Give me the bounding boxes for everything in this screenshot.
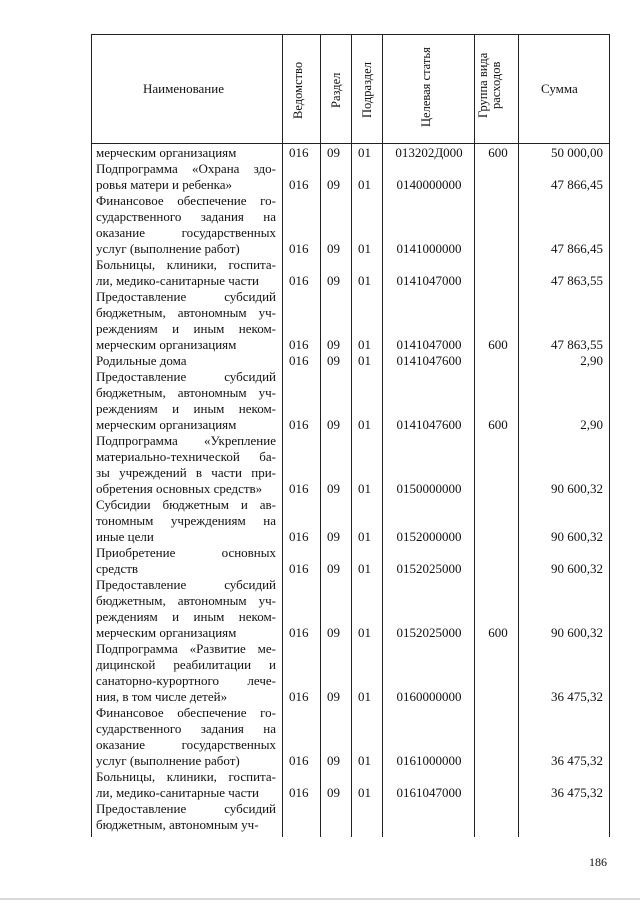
cell-razdel: 09 (327, 753, 340, 768)
table-row (0, 257, 640, 289)
table-row (0, 769, 640, 801)
cell-summa: 90 600,32 (551, 561, 603, 576)
cell-podrazdel: 01 (358, 417, 371, 432)
row-name-line: бюджетным, автономным уч- (96, 593, 276, 608)
row-name-line: услуг (выполнение работ) (96, 753, 240, 768)
cell-razdel: 09 (327, 481, 340, 496)
cell-summa: 2,90 (580, 353, 603, 368)
cell-summa: 36 475,32 (551, 689, 603, 704)
cell-celevaya-statya: 0152025000 (396, 625, 462, 640)
row-name-line: Предоставление субсидий (96, 577, 276, 592)
table-row (0, 497, 640, 545)
row-name (96, 801, 276, 833)
cell-vedomstvo: 016 (289, 625, 309, 640)
row-name-line: мерческим организациям (96, 337, 237, 352)
row-name-line: оказание государственных (96, 225, 276, 240)
table-body (0, 145, 640, 833)
cell-vedomstvo: 016 (289, 561, 309, 576)
cell-celevaya-statya: 0161047000 (396, 785, 462, 800)
row-name-line: Подпрограмма «Развитие ме- (96, 641, 276, 656)
cell-razdel: 09 (327, 145, 340, 160)
cell-podrazdel: 01 (358, 753, 371, 768)
cell-celevaya-statya: 013202Д000 (395, 145, 463, 160)
table-row (0, 801, 640, 833)
row-name (96, 257, 276, 289)
cell-celevaya-statya: 0152000000 (396, 529, 462, 544)
cell-podrazdel: 01 (358, 529, 371, 544)
row-name-line: Предоставление субсидий (96, 369, 276, 384)
header-name: Наименование (143, 81, 224, 96)
cell-celevaya-statya: 0141047600 (396, 353, 462, 368)
cell-podrazdel: 01 (358, 689, 371, 704)
cell-razdel: 09 (327, 561, 340, 576)
row-name-line: реждениям и иным неком- (96, 321, 276, 336)
row-name-line: ли, медико-санитарные части (96, 273, 259, 288)
cell-razdel: 09 (327, 625, 340, 640)
cell-razdel: 09 (327, 785, 340, 800)
cell-celevaya-statya: 0152025000 (396, 561, 462, 576)
cell-vedomstvo: 016 (289, 753, 309, 768)
cell-summa: 90 600,32 (551, 481, 603, 496)
cell-vedomstvo: 016 (289, 353, 309, 368)
header-summa: Сумма (541, 81, 578, 96)
row-name-line: Подпрограмма «Укрепление (96, 433, 276, 448)
cell-podrazdel: 01 (358, 353, 371, 368)
table-row (0, 433, 640, 497)
row-name (96, 769, 276, 801)
cell-podrazdel: 01 (358, 241, 371, 256)
row-name-line: мерческим организациям (96, 417, 237, 432)
row-name-line: сударственного задания на (96, 209, 276, 224)
cell-podrazdel: 01 (358, 337, 371, 352)
row-name-line: бюджетным, автономным уч- (96, 817, 259, 832)
cell-summa: 36 475,32 (551, 785, 603, 800)
row-name (96, 641, 276, 705)
cell-podrazdel: 01 (358, 145, 371, 160)
cell-summa: 47 863,55 (551, 337, 603, 352)
header-gruppa-vida: Группа вида расходов (476, 52, 503, 118)
cell-summa: 47 866,45 (551, 177, 603, 192)
row-name-line: санаторно-курортного лече- (96, 673, 276, 688)
row-name-line: Финансовое обеспечение го- (96, 705, 276, 720)
row-name-line: Предоставление субсидий (96, 289, 276, 304)
cell-celevaya-statya: 0141000000 (396, 241, 462, 256)
row-name-line: оказание государственных (96, 737, 276, 752)
row-name-line: обретения основных средств» (96, 481, 263, 496)
cell-podrazdel: 01 (358, 481, 371, 496)
row-name (96, 145, 276, 161)
cell-vedomstvo: 016 (289, 785, 309, 800)
row-name-line: иные цели (96, 529, 154, 544)
row-name-line: Больницы, клиники, госпита- (96, 769, 276, 784)
cell-vedomstvo: 016 (289, 689, 309, 704)
table-row (0, 705, 640, 769)
row-name-line: ли, медико-санитарные части (96, 785, 259, 800)
row-name (96, 545, 276, 577)
row-name (96, 577, 276, 641)
cell-gruppa-vida: 600 (488, 145, 508, 160)
row-name-line: реждениям и иным неком- (96, 609, 276, 624)
row-name-line: реждениям и иным неком- (96, 401, 276, 416)
cell-gruppa-vida: 600 (488, 625, 508, 640)
cell-razdel: 09 (327, 273, 340, 288)
row-name-line: средств (96, 561, 139, 576)
table-row (0, 369, 640, 433)
cell-vedomstvo: 016 (289, 529, 309, 544)
page-edge (0, 898, 640, 900)
row-name-line: Подпрограмма «Охрана здо- (96, 161, 276, 176)
cell-vedomstvo: 016 (289, 337, 309, 352)
cell-summa: 90 600,32 (551, 529, 603, 544)
cell-podrazdel: 01 (358, 561, 371, 576)
row-name-line: мерческим организациям (96, 145, 237, 160)
cell-summa: 90 600,32 (551, 625, 603, 640)
cell-razdel: 09 (327, 689, 340, 704)
cell-podrazdel: 01 (358, 625, 371, 640)
row-name-line: материально-технической ба- (96, 449, 276, 464)
cell-celevaya-statya: 0141047000 (396, 337, 462, 352)
row-name-line: Субсидии бюджетным и ав- (96, 497, 276, 512)
cell-vedomstvo: 016 (289, 273, 309, 288)
table-row (0, 353, 640, 369)
row-name-line: услуг (выполнение работ) (96, 241, 240, 256)
table-row (0, 161, 640, 193)
row-name (96, 193, 276, 257)
row-name (96, 497, 276, 545)
row-name-line: тономным учреждениям на (96, 513, 276, 528)
table-row (0, 289, 640, 353)
row-name (96, 289, 276, 353)
cell-summa: 2,90 (580, 417, 603, 432)
cell-razdel: 09 (327, 241, 340, 256)
cell-vedomstvo: 016 (289, 481, 309, 496)
cell-razdel: 09 (327, 417, 340, 432)
row-name (96, 705, 276, 769)
cell-celevaya-statya: 0150000000 (396, 481, 462, 496)
row-name-line: Приобретение основных (96, 545, 276, 560)
row-name-line: ровья матери и ребенка» (96, 177, 233, 192)
cell-podrazdel: 01 (358, 785, 371, 800)
header-razdel: Раздел (329, 72, 343, 108)
row-name-line: Родильные дома (96, 353, 187, 368)
row-name-line: дицинской реабилитации и (96, 657, 276, 672)
row-name-line: бюджетным, автономным уч- (96, 385, 276, 400)
page-number: 186 (589, 855, 607, 869)
header-celevaya-statya: Целевая статья (419, 47, 433, 128)
row-name-line: Финансовое обеспечение го- (96, 193, 276, 208)
row-name-line: бюджетным, автономным уч- (96, 305, 276, 320)
cell-vedomstvo: 016 (289, 417, 309, 432)
cell-razdel: 09 (327, 353, 340, 368)
cell-podrazdel: 01 (358, 177, 371, 192)
row-name-line: зы учреждений в части при- (96, 465, 276, 480)
cell-summa: 47 863,55 (551, 273, 603, 288)
row-name (96, 369, 276, 433)
cell-razdel: 09 (327, 337, 340, 352)
table-row (0, 641, 640, 705)
cell-celevaya-statya: 0140000000 (396, 177, 462, 192)
cell-vedomstvo: 016 (289, 241, 309, 256)
cell-summa: 47 866,45 (551, 241, 603, 256)
cell-gruppa-vida: 600 (488, 417, 508, 432)
row-name-line: Предоставление субсидий (96, 801, 276, 816)
cell-celevaya-statya: 0141047000 (396, 273, 462, 288)
cell-celevaya-statya: 0141047600 (396, 417, 462, 432)
table-row (0, 145, 640, 161)
cell-vedomstvo: 016 (289, 177, 309, 192)
table-row (0, 577, 640, 641)
cell-razdel: 09 (327, 529, 340, 544)
row-name-line: Больницы, клиники, госпита- (96, 257, 276, 272)
row-name-line: сударственного задания на (96, 721, 276, 736)
row-name (96, 161, 276, 193)
cell-celevaya-statya: 0161000000 (396, 753, 462, 768)
row-name (96, 433, 276, 497)
cell-summa: 50 000,00 (551, 145, 603, 160)
table-row (0, 193, 640, 257)
table-row (0, 545, 640, 577)
cell-summa: 36 475,32 (551, 753, 603, 768)
row-name-line: мерческим организациям (96, 625, 237, 640)
header-podrazdel: Подраздел (360, 62, 374, 118)
cell-vedomstvo: 016 (289, 145, 309, 160)
cell-razdel: 09 (327, 177, 340, 192)
cell-gruppa-vida: 600 (488, 337, 508, 352)
row-name-line: ния, в том числе детей» (96, 689, 228, 704)
cell-podrazdel: 01 (358, 273, 371, 288)
header-vedomstvo: Ведомство (291, 61, 305, 119)
row-name (96, 353, 276, 369)
cell-celevaya-statya: 0160000000 (396, 689, 462, 704)
